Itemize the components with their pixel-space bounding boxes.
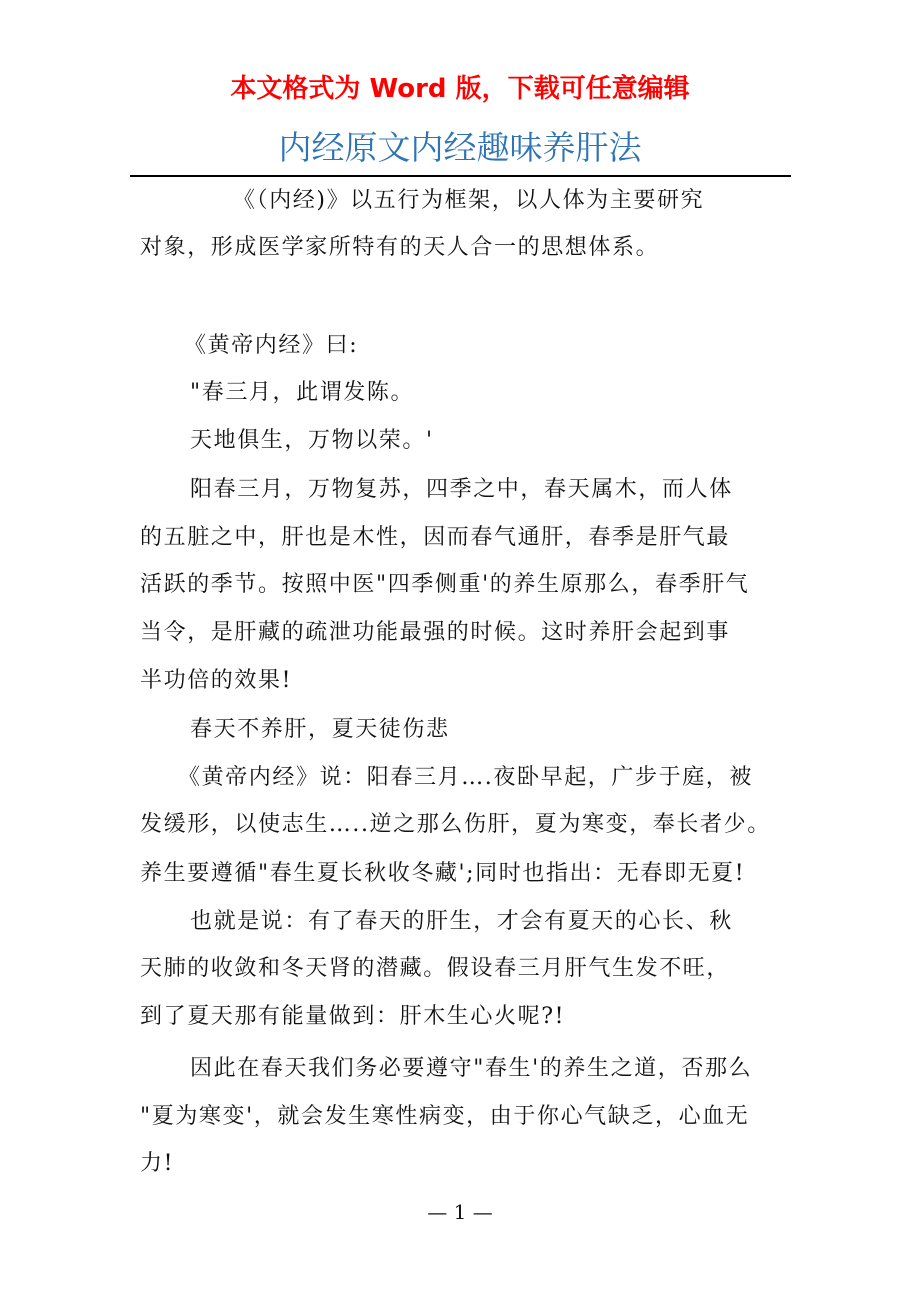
body-line: 天地俱生，万物以荣。' xyxy=(190,428,434,453)
body-line: 半功倍的效果! xyxy=(140,668,293,693)
body-line: "夏为寒变'，就会发生寒性病变，由于你心气缺乏，心血无 xyxy=(140,1104,750,1129)
body-line: 阳春三月，万物复苏，四季之中，春天属木，而人体 xyxy=(190,477,733,502)
body-line: 到了夏天那有能量做到：肝木生心火呢?! xyxy=(140,1004,566,1029)
body-line: 《（内经)》以五行为框架，以人体为主要研究 xyxy=(233,188,705,213)
body-line: 当令，是肝藏的疏泄功能最强的时候。这时养肝会起到事 xyxy=(140,620,731,645)
body-line: 发缓形，以使志生…..逆之那么伤肝，夏为寒变，奉长者少。 xyxy=(140,812,771,837)
body-line: 因此在春天我们务必要遵守"春生'的养生之道，否那么 xyxy=(190,1056,753,1081)
body-line: 力! xyxy=(140,1151,175,1176)
body-line: 《黄帝内经》说：阳春三月….夜卧早起，广步于庭，被 xyxy=(178,765,753,790)
document-title: 内经原文内经趣味养肝法 xyxy=(278,128,642,167)
body-line: 春天不养肝，夏天徒伤悲 xyxy=(190,717,450,742)
body-line: 《黄帝内经》曰: xyxy=(184,333,359,358)
body-line: 也就是说：有了春天的肝生，才会有夏天的心长、秋 xyxy=(190,909,733,934)
body-line: 的五脏之中，肝也是木性，因而春气通肝，春季是肝气最 xyxy=(140,525,731,550)
body-line: 对象，形成医学家所特有的天人合一的思想体系。 xyxy=(140,235,660,260)
editable-notice-banner: 本文格式为 Word 版，下载可任意编辑 xyxy=(230,74,690,104)
body-line: 天肺的收敛和冬天肾的潜藏。假设春三月肝气生发不旺， xyxy=(140,956,731,981)
page-number: — 1 — xyxy=(427,1200,493,1224)
body-line: 活跃的季节。按照中医"四季侧重'的养生原那么，春季肝气 xyxy=(140,572,750,597)
body-line: "春三月，此谓发陈。 xyxy=(190,380,415,405)
body-line: 养生要遵循"春生夏长秋收冬藏';同时也指出：无春即无夏! xyxy=(140,861,746,886)
title-divider xyxy=(130,175,791,177)
